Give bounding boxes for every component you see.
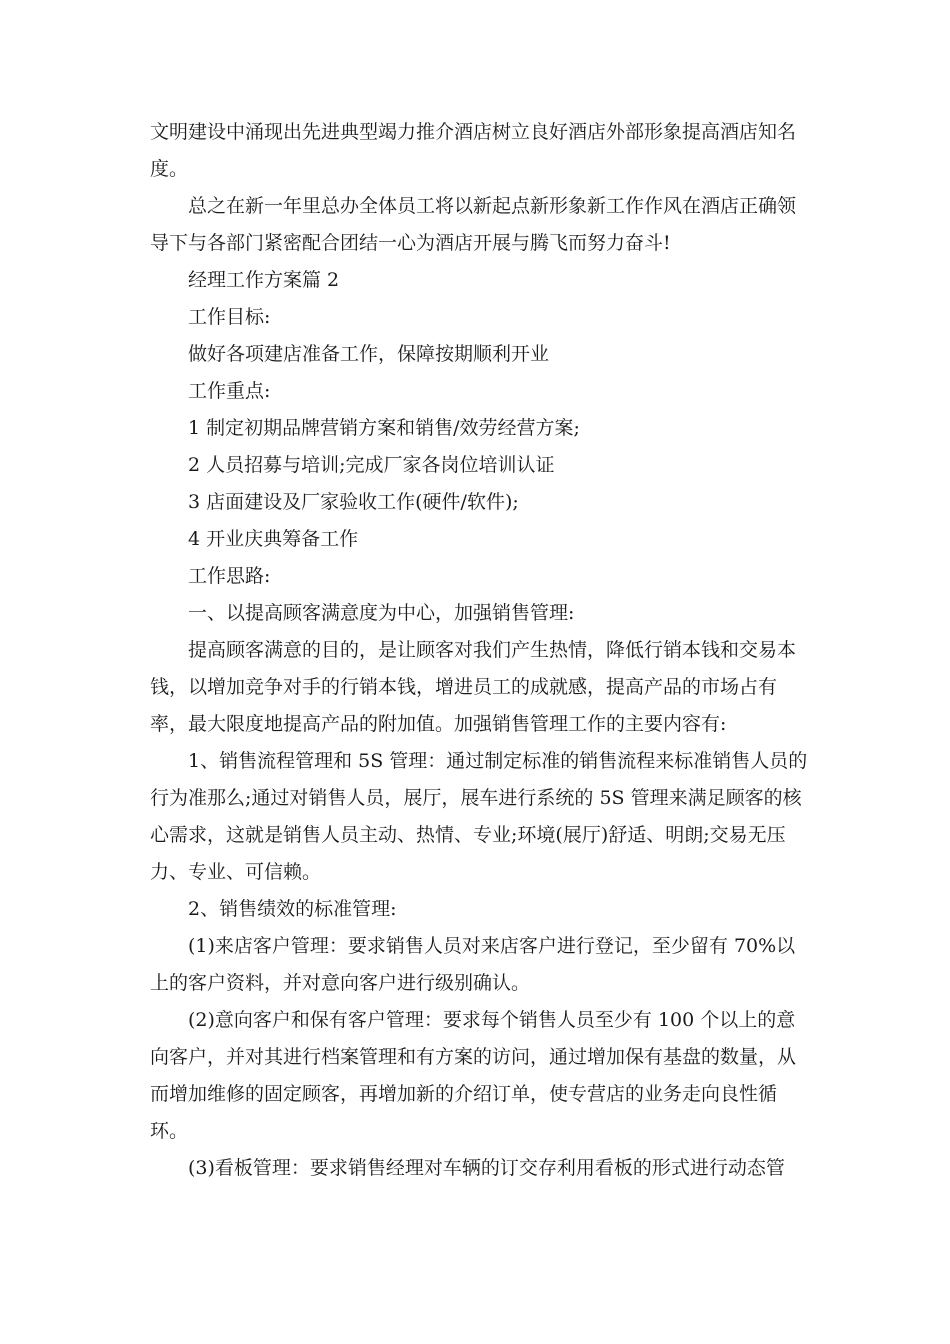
text-line: 钱，以增加竞争对手的行销本钱，增进员工的成就感，提高产品的市场占有 — [150, 676, 778, 698]
text-line: 心需求，这就是销售人员主动、热情、专业;环境(展厅)舒适、明朗;交易无压 — [150, 824, 786, 846]
text-line: 做好各项建店准备工作，保障按期顺利开业 — [188, 343, 550, 365]
text-line: 上的客户资料，并对意向客户进行级别确认。 — [150, 972, 531, 994]
text-line: 工作目标: — [188, 306, 271, 328]
text-line: 导下与各部门紧密配合团结一心为酒店开展与腾飞而努力奋斗! — [150, 232, 671, 254]
text-line: 度。 — [150, 158, 189, 180]
document-page — [150, 114, 810, 1187]
text-line: 率，最大限度地提高产品的附加值。加强销售管理工作的主要内容有: — [150, 713, 727, 735]
text-line: 1、销售流程管理和 5S 管理：通过制定标准的销售流程来标准销售人员的 — [188, 750, 808, 772]
text-line: (3)看板管理：要求销售经理对车辆的订交存利用看板的形式进行动态管 — [188, 1157, 785, 1179]
text-line: 提高顾客满意的目的，是让顾客对我们产生热情，降低行销本钱和交易本 — [188, 639, 797, 661]
text-line: 2、销售绩效的标准管理: — [188, 898, 397, 920]
text-line: 向客户，并对其进行档案管理和有方案的访问，通过增加保有基盘的数量，从 — [150, 1046, 797, 1068]
text-line: 环。 — [150, 1120, 189, 1142]
text-line: 而增加维修的固定顾客，再增加新的介绍订单，使专营店的业务走向良性循 — [150, 1083, 778, 1105]
text-line: 行为准那么;通过对销售人员，展厅，展车进行系统的 5S 管理来满足顾客的核 — [150, 787, 802, 809]
list-item: 3 店面建设及厂家验收工作(硬件/软件); — [188, 491, 519, 513]
text-line: 工作重点: — [188, 380, 271, 402]
section-heading: 经理工作方案篇 2 — [188, 269, 340, 291]
list-item: 1 制定初期品牌营销方案和销售/效劳经营方案; — [188, 417, 580, 439]
text-line: 工作思路: — [188, 565, 271, 587]
text-line: 总之在新一年里总办全体员工将以新起点新形象新工作作风在酒店正确领 — [188, 195, 797, 217]
list-item: 4 开业庆典筹备工作 — [188, 528, 359, 550]
text-line: 文明建设中涌现出先进典型竭力推介酒店树立良好酒店外部形象提高酒店知名 — [150, 121, 797, 143]
text-line: (2)意向客户和保有客户管理：要求每个销售人员至少有 100 个以上的意 — [188, 1009, 796, 1031]
list-item: 2 人员招募与培训;完成厂家各岗位培训认证 — [188, 454, 555, 476]
text-line: 力、专业、可信赖。 — [150, 861, 322, 883]
text-line: 一、以提高顾客满意度为中心，加强销售管理: — [188, 602, 575, 624]
text-line: (1)来店客户管理：要求销售人员对来店客户进行登记，至少留有 70%以 — [188, 935, 796, 957]
